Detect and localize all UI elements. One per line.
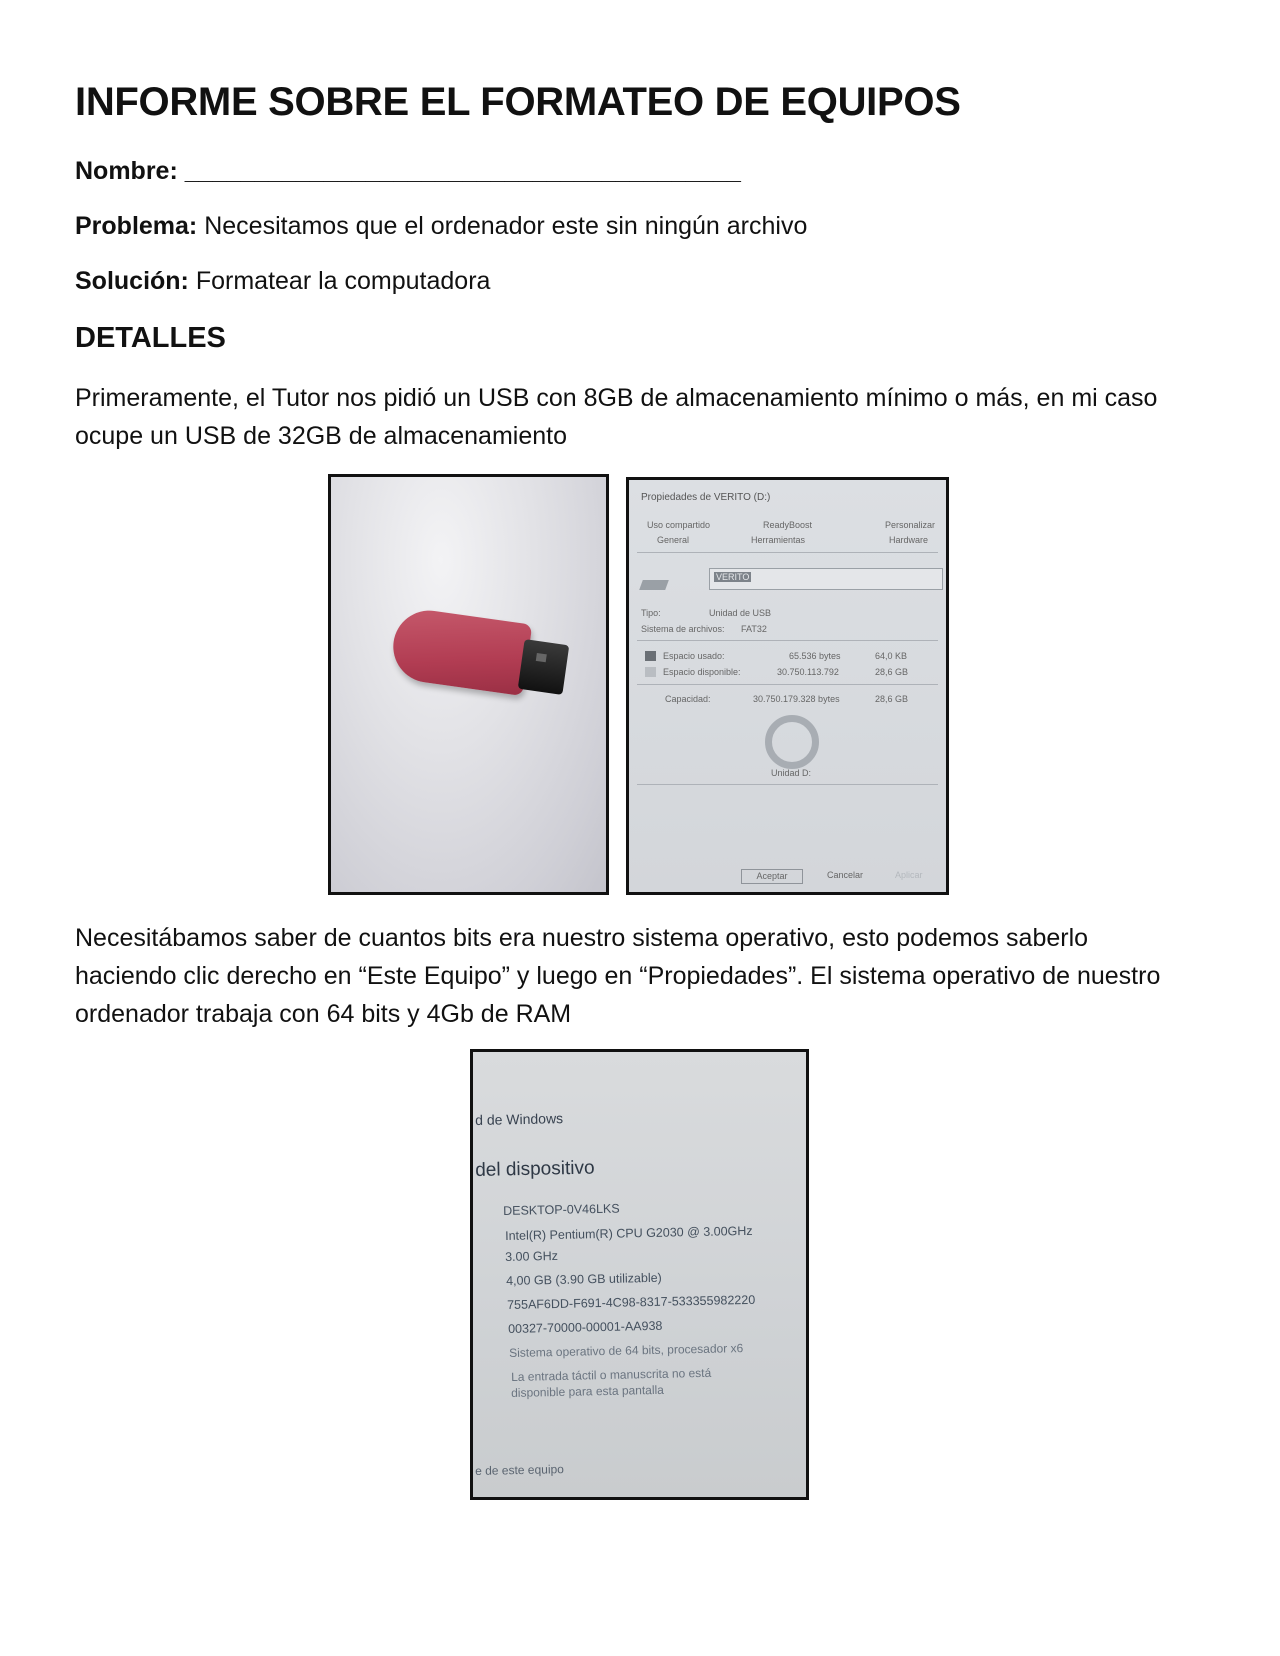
system-info-photo [470,1049,809,1500]
drive-properties-screenshot [626,477,949,895]
tab-uso-compartido: Uso compartido [647,520,711,530]
tab-general: General [657,535,690,545]
windows-heading-partial: d de Windows [475,1110,564,1128]
capacity-bytes: 30.750.179.328 bytes [753,694,840,704]
nombre-line [75,157,741,186]
solucion-label: Solución: [75,267,189,295]
installed-ram: 4,00 GB (3.90 GB utilizable) [506,1270,662,1288]
paragraph-usb: Primeramente, el Tutor nos pidió un USB con 8GB de almacenamiento mínimo o más, en mi caso ocupe un USB de 32GB de almacenamiento [75,384,1158,450]
used-space-swatch [645,651,656,661]
apply-button[interactable]: Aplicar [895,870,923,880]
problema-line [75,212,807,241]
solucion-text: Formatear la computadora [195,267,491,295]
tab-readyboost: ReadyBoost [763,520,813,530]
solucion-line [75,267,490,296]
used-bytes: 65.536 bytes [789,651,841,661]
usb-drive-icon [639,580,669,590]
dialog-separator [637,640,938,641]
drive-label: Unidad D: [771,768,812,778]
free-bytes: 30.750.113.792 [777,667,839,677]
section-heading-detalles: DETALLES [75,322,226,354]
tipo-value: Unidad de USB [709,608,772,618]
device-name: DESKTOP-0V46LKS [503,1201,620,1218]
nombre-blank: ________________________________________ [184,157,741,185]
volume-name-value: VERITO [716,572,750,582]
processor: Intel(R) Pentium(R) CPU G2030 @ 3.00GHz [505,1223,753,1243]
capacity-label: Capacidad: [665,694,711,704]
device-id: 755AF6DD-F691-4C98-8317-533355982220 [507,1292,756,1312]
usb-drive-photo [328,474,609,895]
usb-connector [518,639,570,695]
product-id: 00327-70000-00001-AA938 [508,1318,663,1336]
tipo-label: Tipo: [641,608,661,618]
document-title: INFORME SOBRE EL FORMATEO DE EQUIPOS [75,80,961,124]
problema-label: Problema: [75,212,198,240]
tab-personalizar: Personalizar [885,520,936,530]
processor-speed: 3.00 GHz [505,1248,559,1264]
tab-hardware: Hardware [889,535,929,545]
tab-herramientas: Herramientas [751,535,806,545]
paragraph-os-bits: Necesitábamos saber de cuantos bits era nuestro sistema operativo, esto podemos saberlo haciendo clic derecho en “Este Equipo” y luego en “Propiedades”. El sistema operativo de nuestro ordenador trabaja con 64 bits y 4Gb de RAM [75,924,1161,1028]
volume-name-field [709,568,943,590]
used-size: 64,0 KB [875,651,908,661]
device-specs-heading-partial: del dispositivo [475,1157,595,1181]
free-space-swatch [645,667,656,677]
free-size: 28,6 GB [875,667,909,677]
free-label: Espacio disponible: [663,667,741,677]
capacity-donut-chart [765,715,819,769]
nombre-label: Nombre: [75,157,178,185]
pen-touch-line-1: La entrada táctil o manuscrita no está [511,1365,712,1384]
usb-drive-body [389,606,533,696]
capacity-size: 28,6 GB [875,694,909,704]
dialog-title: Propiedades de VERITO (D:) [641,492,771,503]
fs-label: Sistema de archivos: [641,624,725,634]
rename-pc-link-partial: e de este equipo [475,1462,565,1478]
fs-value: FAT32 [741,624,767,634]
dialog-separator [637,552,938,553]
used-label: Espacio usado: [663,651,725,661]
pen-touch-line-2: disponible para esta pantalla [511,1382,665,1400]
dialog-separator [637,684,938,685]
dialog-separator [637,784,938,785]
cancel-button[interactable]: Cancelar [827,870,864,880]
accept-button[interactable]: Aceptar [741,869,803,884]
problema-text: Necesitamos que el ordenador este sin ningún archivo [204,212,808,240]
system-type: Sistema operativo de 64 bits, procesador x6 [509,1341,744,1360]
